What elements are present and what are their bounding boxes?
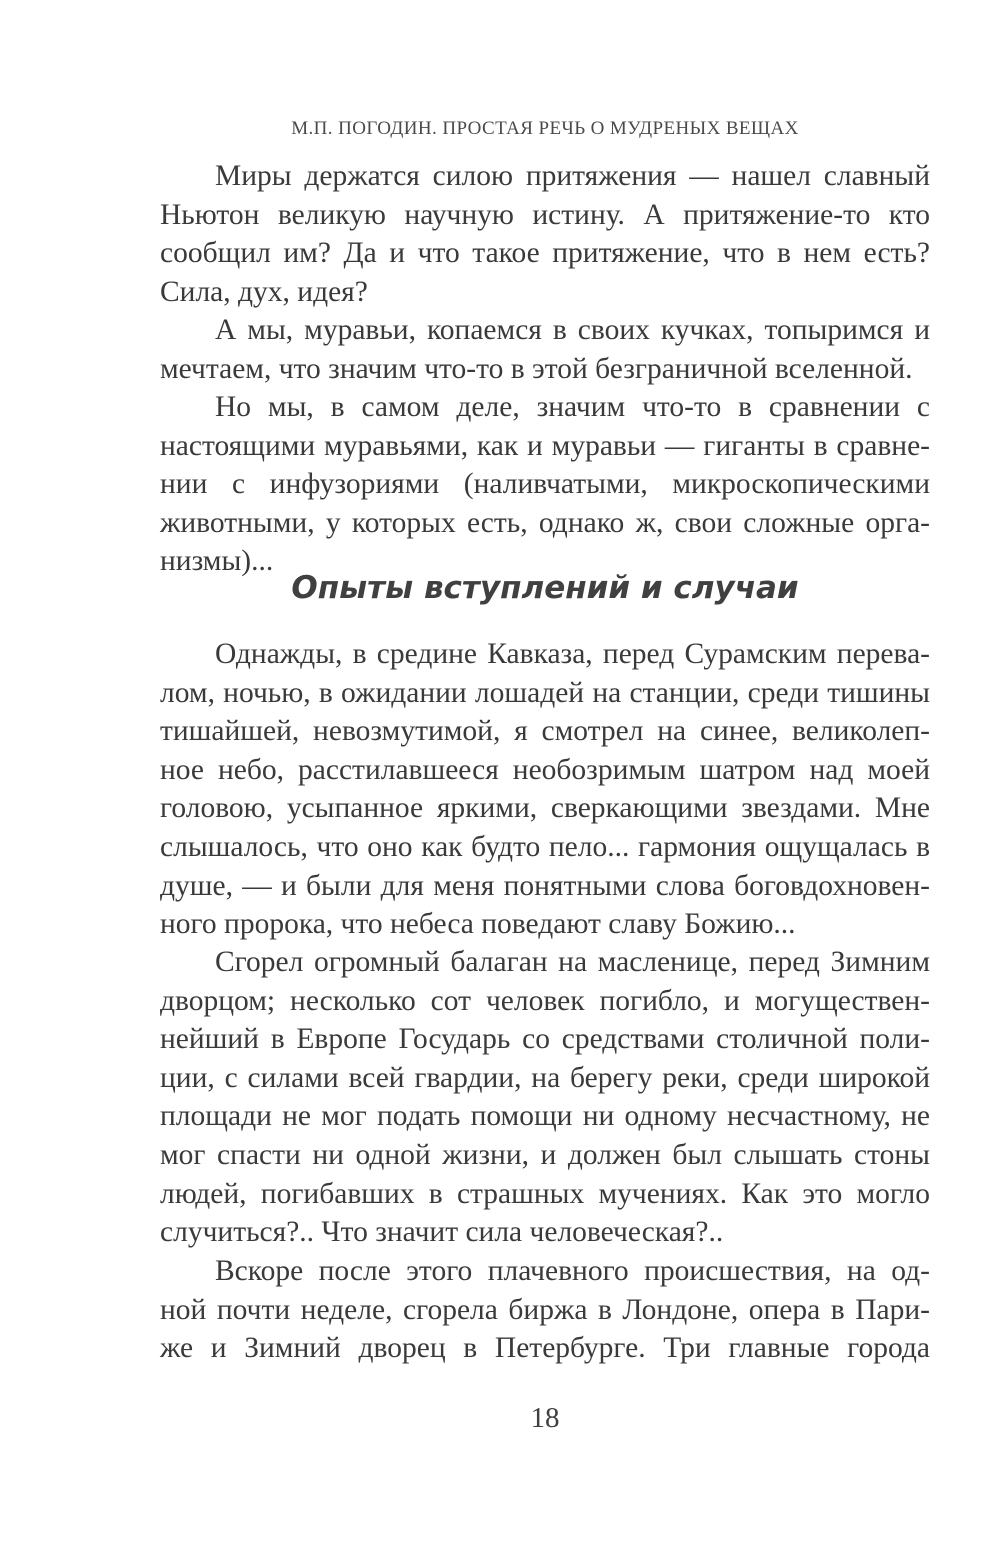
text-line: душе, — и были для меня понятными слова боговдохновен- xyxy=(160,869,930,902)
text-line: случиться?.. Что значит сила человеческая?.. xyxy=(160,1216,724,1249)
text-line: дворцом; несколько сот человек погибло, и могуществен- xyxy=(160,984,930,1017)
paragraph-3 xyxy=(160,388,930,581)
text-line: Миры держатся силою притяжения — нашел славный xyxy=(215,160,930,192)
text-line: ное небо, расстилавшееся необозримым шатром над моей xyxy=(160,753,930,786)
text-line: же и Зимний дворец в Петербурге. Три главные города xyxy=(160,1332,930,1365)
text-line: Сгорел огромный балаган на масленице, перед Зимним xyxy=(215,946,930,978)
text-line: Но мы, в самом деле, значим что-то в сравнении с xyxy=(215,391,930,423)
text-line: ной почти неделе, сгорела биржа в Лондоне, опера в Пари- xyxy=(160,1293,930,1326)
text-line: мог спасти ни одной жизни, и должен был слышать стоны xyxy=(160,1138,930,1171)
text-line: сообщил им? Да и что такое притяжение, что в нем есть? xyxy=(160,237,930,270)
text-line: нии с инфузориями (наливчатыми, микроскопическими xyxy=(160,468,930,501)
text-line: людей, погибавших в страшных мучениях. Как это могло xyxy=(160,1177,930,1210)
running-head: М.П. ПОГОДИН. ПРОСТАЯ РЕЧЬ О МУДРЕНЫХ ВЕЩАХ xyxy=(291,118,799,139)
text-line: ции, с силами всей гвардии, на берегу реки, среди широкой xyxy=(160,1061,930,1094)
text-line: слышалось, что оно как будто пело... гармония ощущалась в xyxy=(160,830,930,863)
text-line: Вскоре после этого плачевного происшествия, на од- xyxy=(215,1255,930,1287)
text-line: низмы)... xyxy=(160,545,274,578)
text-line: головою, усыпанное яркими, сверкающими звездами. Мне xyxy=(160,792,930,825)
text-line: тишайшей, невозмутимой, я смотрел на синее, великолеп- xyxy=(160,715,930,748)
page-number: 18 xyxy=(530,1402,560,1434)
text-line: А мы, муравьи, копаемся в своих кучках, топыримся и xyxy=(215,314,930,346)
section-paragraph-3 xyxy=(160,1252,930,1368)
text-line: Однажды, в средине Кавказа, перед Сурамским перева- xyxy=(215,638,930,670)
text-line: лом, ночью, в ожидании лошадей на станции, среди тишины xyxy=(160,676,930,709)
section-paragraph-1 xyxy=(160,635,930,944)
text-line: мечтаем, что значим что-то в этой безграничной вселенной. xyxy=(160,352,913,385)
paragraph-2 xyxy=(160,311,930,388)
text-line: нейший в Европе Государь со средствами столичной поли- xyxy=(160,1023,930,1056)
section-paragraph-2 xyxy=(160,943,930,1252)
section-heading: Опыты вступлений и случаи xyxy=(291,570,799,606)
text-line: площади не мог подать помощи ни одному несчастному, не xyxy=(160,1100,930,1133)
text-line: Ньютон великую научную истину. А притяжение-то кто xyxy=(160,198,930,231)
text-line: животными, у которых есть, однако ж, свои сложные орга- xyxy=(160,506,930,539)
text-line: Сила, дух, идея? xyxy=(160,275,368,308)
text-line: настоящими муравьями, как и муравьи — гиганты в сравне- xyxy=(160,429,930,462)
paragraph-1 xyxy=(160,157,930,311)
text-line: ного пророка, что небеса поведают славу Божию... xyxy=(160,908,796,941)
